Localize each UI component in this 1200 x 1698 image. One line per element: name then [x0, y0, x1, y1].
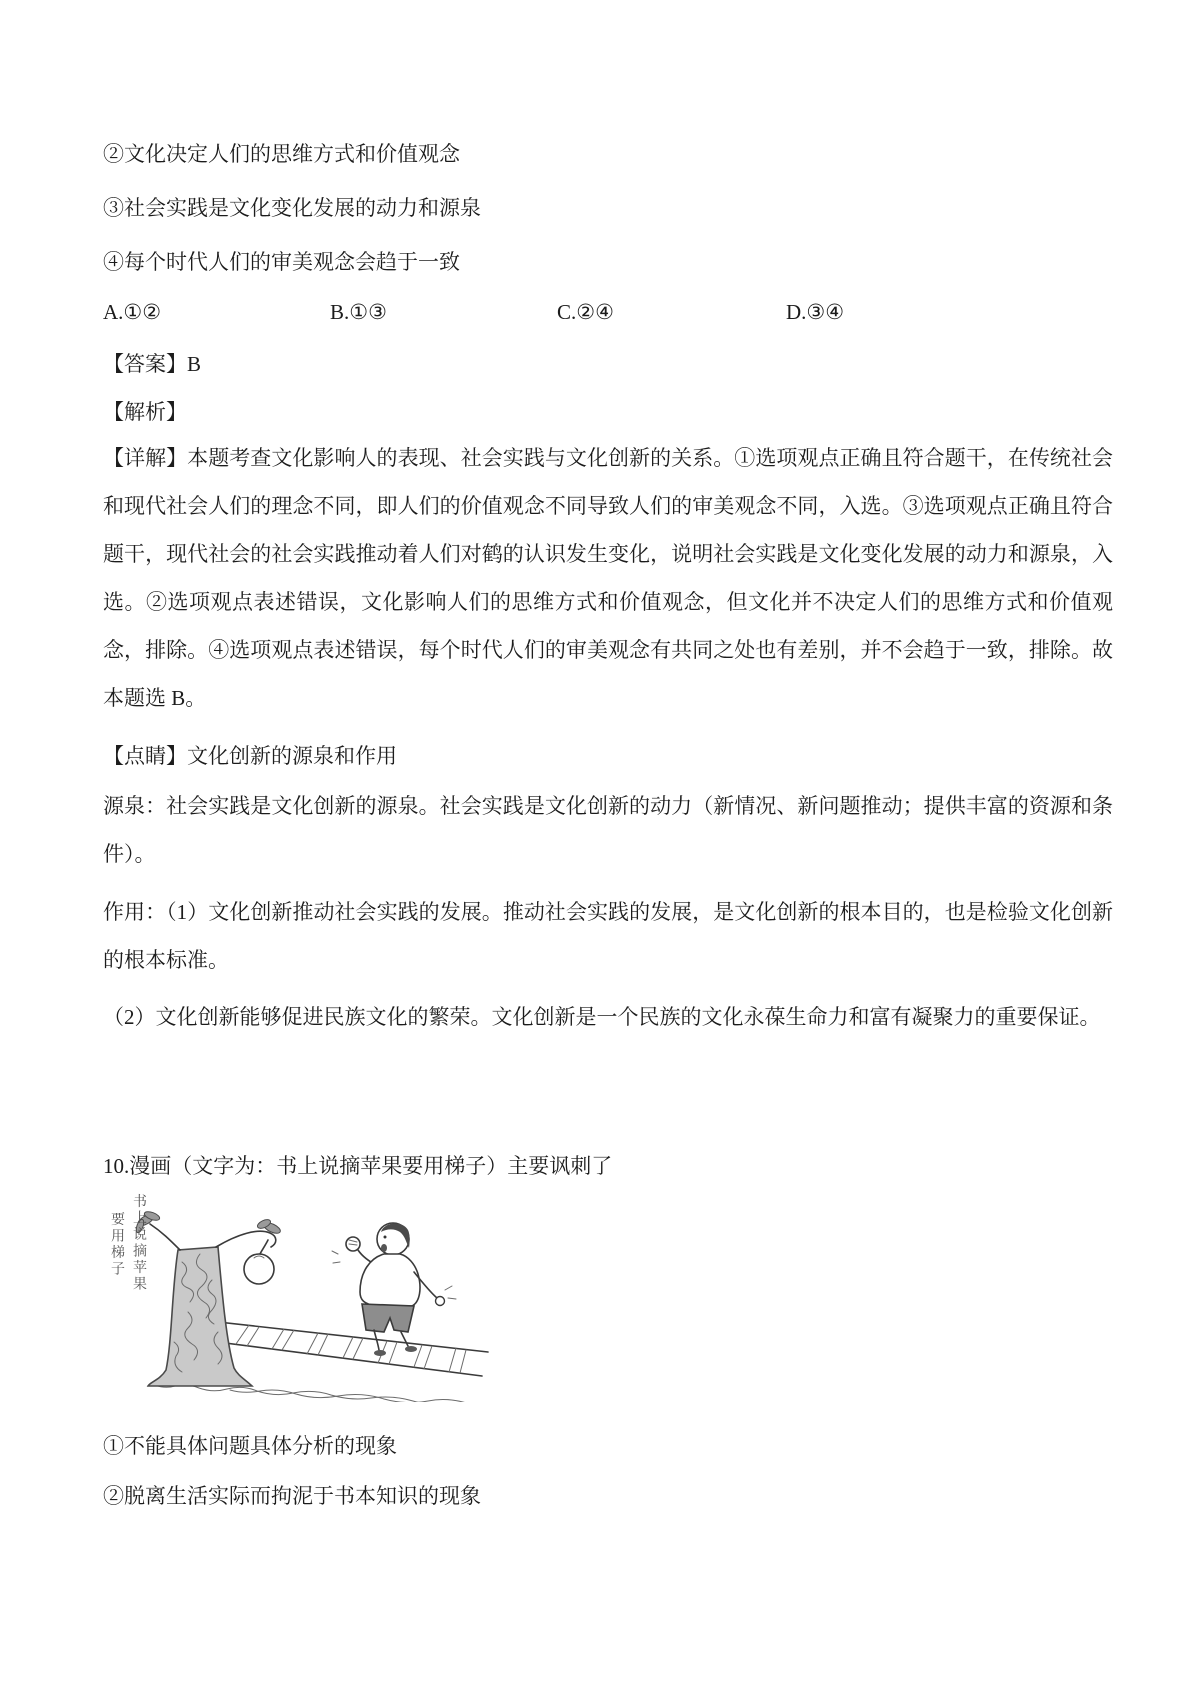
q9-statement-3: ③社会实践是文化变化发展的动力和源泉 [103, 196, 481, 220]
cartoon-apple-icon [244, 1240, 274, 1284]
q9-answer-line: 【答案】B [103, 352, 202, 376]
q9-tip-effect2-paragraph: （2）文化创新能够促进民族文化的繁荣。文化创新是一个民族的文化永葆生命力和富有凝聚力的重要保证。 [103, 1005, 1101, 1029]
q10-statement-2: ②脱离生活实际而拘泥于书本知识的现象 [103, 1484, 481, 1508]
cartoon-caption-left-column: 要用梯子 [111, 1213, 126, 1278]
q9-choice-b: B.①③ [330, 300, 387, 324]
q9-choice-c: C.②④ [557, 300, 614, 324]
q10-statement-1: ①不能具体问题具体分析的现象 [103, 1434, 397, 1458]
q9-statement-2: ②文化决定人们的思维方式和价值观念 [103, 142, 460, 166]
cartoon-ground [155, 1385, 495, 1402]
q9-analysis-heading: 【解析】 [103, 400, 187, 424]
q9-detail-paragraph: 【详解】本题考查文化影响人的表现、社会实践与文化创新的关系。①选项观点正确且符合题干，在传统社会和现代社会人们的理念不同，即人们的价值观念不同导致人们的审美观念不同，入选。③选项观点正确且符合题干，现代社会的社会实践推动着人们对鹤的认识发生变化，说明社会实践是文化变化发展的动力和源泉，入选。②选项观点表述错误，文化影响人们的思维方式和价值观念，但文化并不决定人们的思维方式和价值观念，排除。④选项观点表述错误，每个时代人们的审美观念有共同之处也有差别，并不会趋于一致，排除。故本题选 B。 [103, 446, 1113, 710]
q10-stem: 10.漫画（文字为：书上说摘苹果要用梯子）主要讽刺了 [103, 1154, 613, 1178]
q9-choice-a: A.①② [103, 300, 162, 324]
q9-tip-effect1-paragraph: 作用：（1）文化创新推动社会实践的发展。推动社会实践的发展，是文化创新的根本目的，也是检验文化创新的根本标准。 [103, 900, 1113, 972]
q9-choice-d: D.③④ [786, 300, 845, 324]
q9-choice-row [0, 300, 1200, 330]
cartoon-tree [135, 1210, 282, 1386]
cartoon-caption-right-column: 书上说摘苹果 [133, 1195, 148, 1293]
q9-tip-source-paragraph: 源泉：社会实践是文化创新的源泉。社会实践是文化创新的动力（新情况、新问题推动；提供丰富的资源和条件）。 [103, 794, 1113, 866]
cartoon-vertical-caption [111, 1193, 148, 1293]
q9-tip-heading: 【点睛】文化创新的源泉和作用 [103, 744, 397, 768]
q9-statement-4: ④每个时代人们的审美观念会趋于一致 [103, 250, 460, 274]
cartoon-illustration [100, 1192, 500, 1402]
